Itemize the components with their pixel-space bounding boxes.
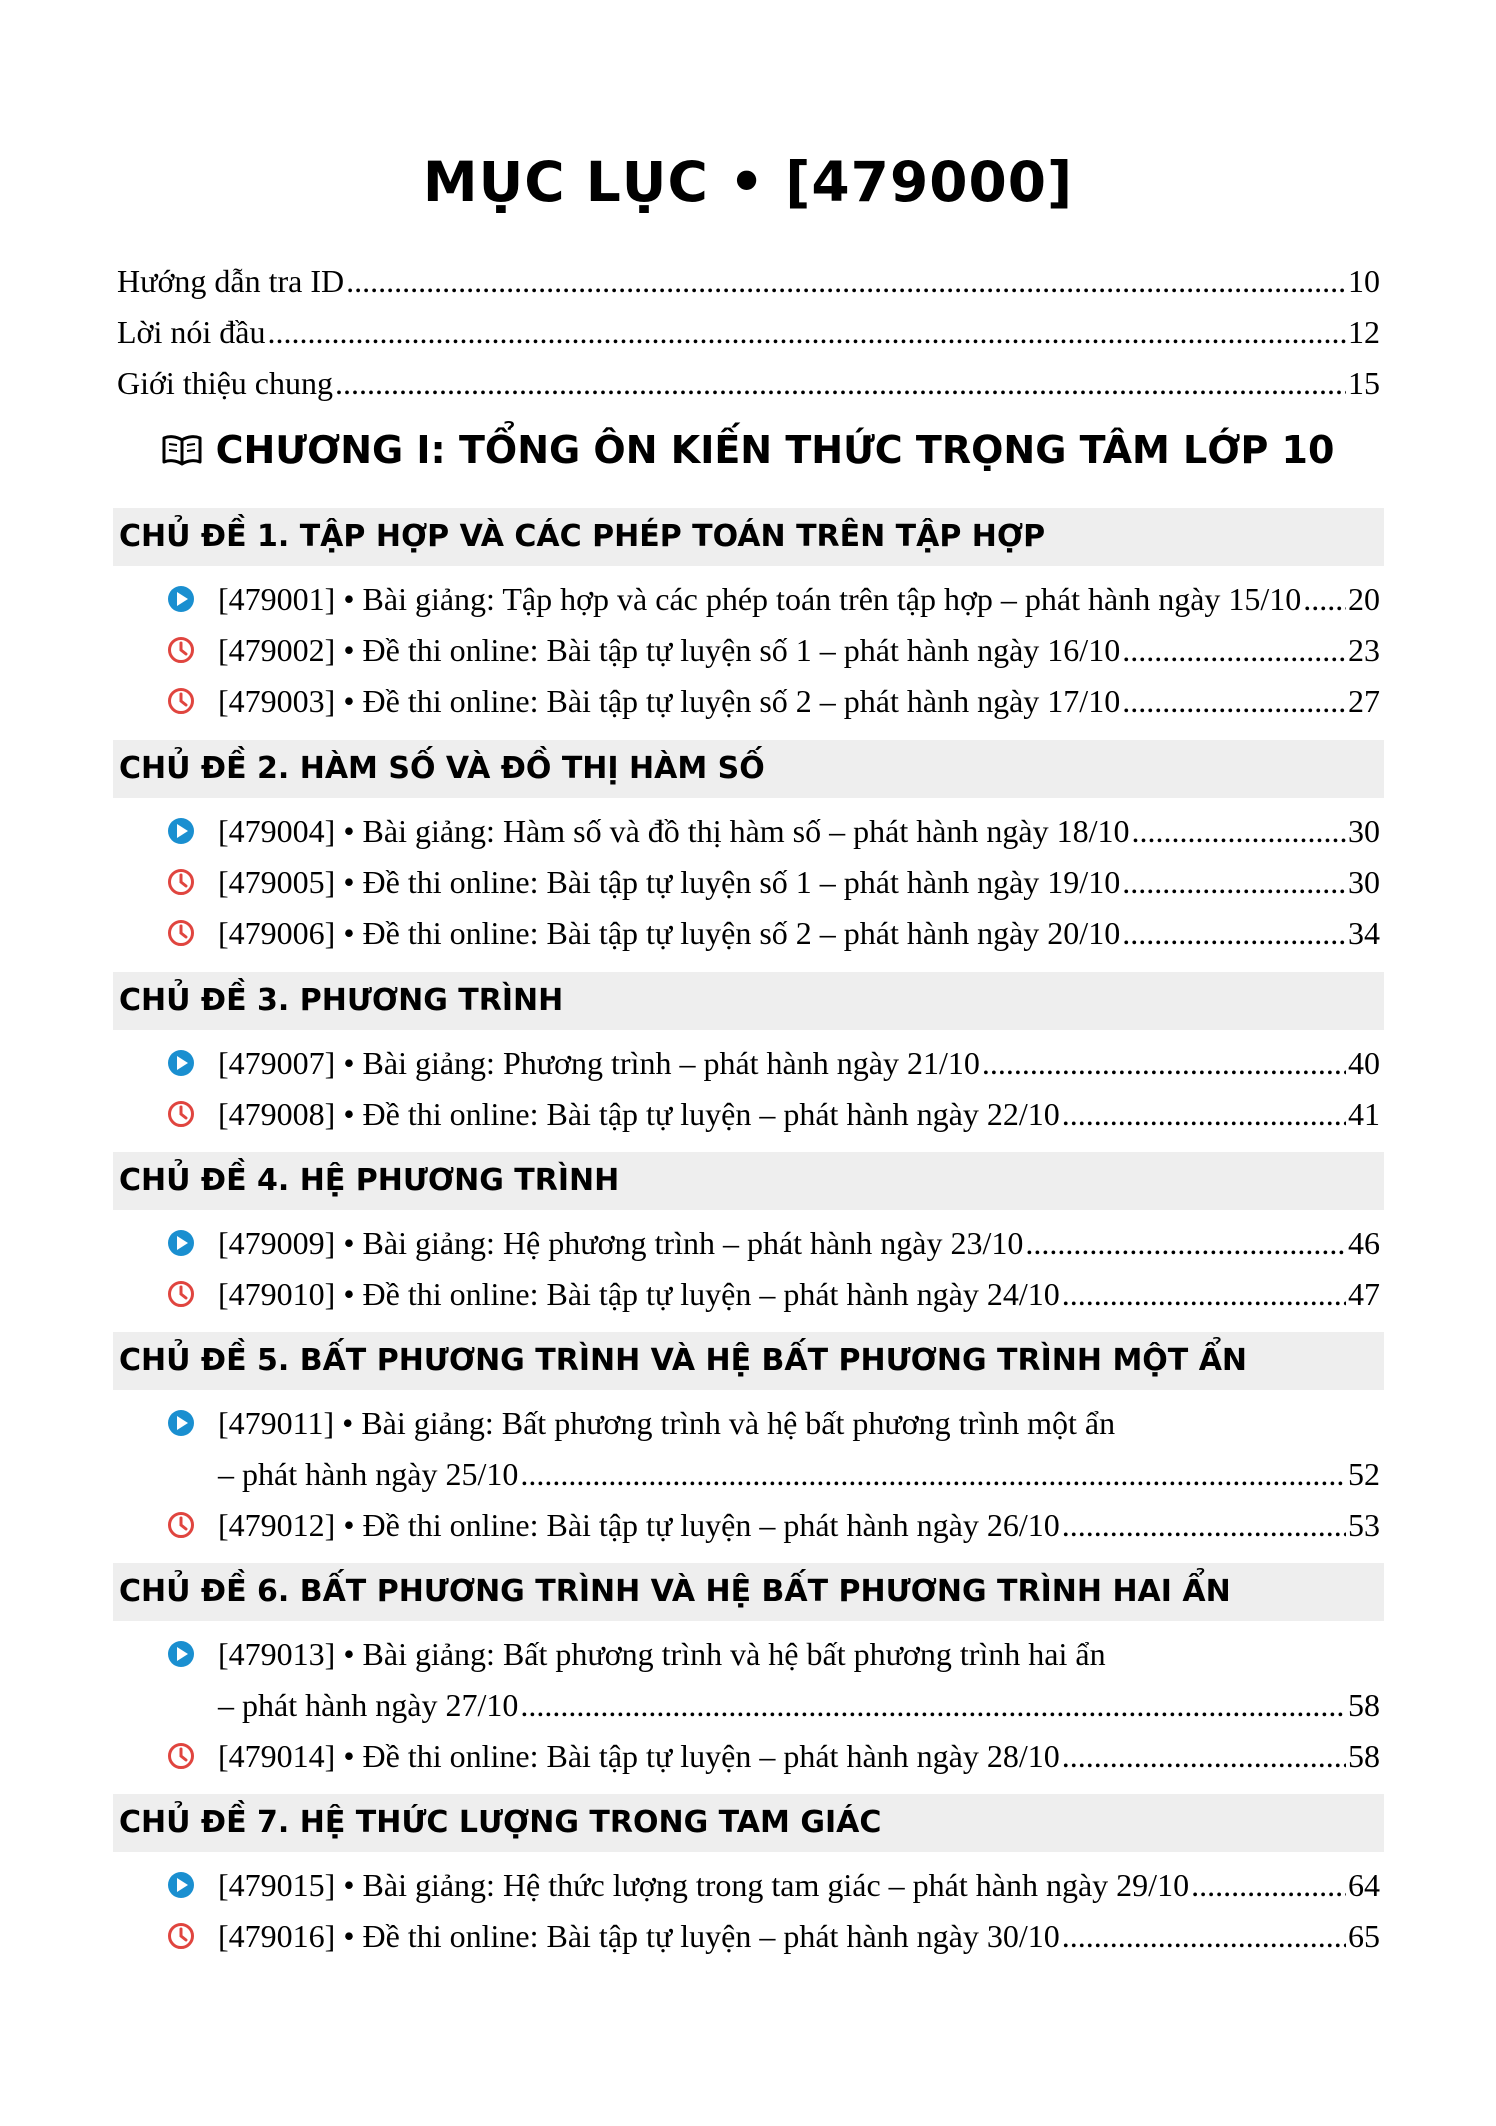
entry-text: – phát hành ngày 25/10 bbox=[218, 1456, 519, 1492]
toc-entry[interactable] bbox=[218, 1633, 1380, 1675]
play-icon bbox=[166, 816, 196, 846]
dot-leader bbox=[520, 1684, 1346, 1726]
toc-entry-continuation[interactable] bbox=[218, 1453, 1380, 1495]
entry-text: [479002] • Đề thi online: Bài tập tự luyện số 1 – phát hành ngày 16/10 bbox=[218, 632, 1121, 668]
clock-icon bbox=[166, 918, 196, 948]
toc-entry[interactable] bbox=[218, 1915, 1380, 1957]
dot-leader bbox=[1132, 810, 1346, 852]
entry-text: Giới thiệu chung bbox=[117, 365, 333, 401]
page-number: 53 bbox=[1348, 1507, 1380, 1543]
toc-entry[interactable] bbox=[218, 1402, 1380, 1444]
page-number: 47 bbox=[1348, 1276, 1380, 1312]
dot-leader bbox=[1122, 912, 1346, 954]
topic-heading: CHỦ ĐỀ 1. TẬP HỢP VÀ CÁC PHÉP TOÁN TRÊN TẬP HỢP bbox=[113, 508, 1384, 566]
entry-text: [479007] • Bài giảng: Phương trình – phát hành ngày 21/10 bbox=[218, 1045, 980, 1081]
play-icon bbox=[166, 1639, 196, 1669]
topic-heading: CHỦ ĐỀ 4. HỆ PHƯƠNG TRÌNH bbox=[113, 1152, 1384, 1210]
chapter-title: CHƯƠNG I: TỔNG ÔN KIẾN THỨC TRỌNG TÂM LỚP 10 bbox=[215, 428, 1335, 472]
page-number: 58 bbox=[1348, 1738, 1380, 1774]
topic-heading: CHỦ ĐỀ 5. BẤT PHƯƠNG TRÌNH VÀ HỆ BẤT PHƯƠNG TRÌNH MỘT ẨN bbox=[113, 1332, 1384, 1390]
entry-text: [479005] • Đề thi online: Bài tập tự luyện số 1 – phát hành ngày 19/10 bbox=[218, 864, 1121, 900]
toc-entry[interactable] bbox=[117, 362, 1380, 404]
dot-leader bbox=[1062, 1504, 1346, 1546]
topic-heading: CHỦ ĐỀ 7. HỆ THỨC LƯỢNG TRONG TAM GIÁC bbox=[113, 1794, 1384, 1852]
page-number: 65 bbox=[1348, 1918, 1380, 1954]
dot-leader bbox=[520, 1453, 1346, 1495]
clock-icon bbox=[166, 1741, 196, 1771]
entry-text: [479012] • Đề thi online: Bài tập tự luyện – phát hành ngày 26/10 bbox=[218, 1507, 1060, 1543]
dot-leader bbox=[1122, 861, 1346, 903]
dot-leader bbox=[267, 311, 1346, 353]
dot-leader bbox=[335, 362, 1346, 404]
page-number: 58 bbox=[1348, 1687, 1380, 1723]
play-icon bbox=[166, 1408, 196, 1438]
toc-entry[interactable] bbox=[218, 861, 1380, 903]
toc-entry[interactable] bbox=[218, 810, 1380, 852]
dot-leader bbox=[1062, 1735, 1346, 1777]
toc-entry[interactable] bbox=[218, 1093, 1380, 1135]
clock-icon bbox=[166, 1510, 196, 1540]
entry-text: [479010] • Đề thi online: Bài tập tự luyện – phát hành ngày 24/10 bbox=[218, 1276, 1060, 1312]
page-number: 64 bbox=[1348, 1867, 1380, 1903]
play-icon bbox=[166, 1048, 196, 1078]
clock-icon bbox=[166, 686, 196, 716]
toc-entry[interactable] bbox=[117, 311, 1380, 353]
page-number: 12 bbox=[1348, 314, 1380, 350]
toc-entry[interactable] bbox=[218, 1042, 1380, 1084]
dot-leader bbox=[346, 260, 1346, 302]
toc-entry[interactable] bbox=[218, 680, 1380, 722]
page-number: 34 bbox=[1348, 915, 1380, 951]
entry-text: [479014] • Đề thi online: Bài tập tự luyện – phát hành ngày 28/10 bbox=[218, 1738, 1060, 1774]
page-number: 23 bbox=[1348, 632, 1380, 668]
clock-icon bbox=[166, 1279, 196, 1309]
dot-leader bbox=[1122, 680, 1346, 722]
entry-text: Hướng dẫn tra ID bbox=[117, 263, 345, 299]
dot-leader bbox=[1062, 1093, 1346, 1135]
play-icon bbox=[166, 1228, 196, 1258]
clock-icon bbox=[166, 867, 196, 897]
page-number: 20 bbox=[1348, 581, 1380, 617]
dot-leader bbox=[1191, 1864, 1346, 1906]
dot-leader bbox=[1062, 1273, 1346, 1315]
entry-text: [479008] • Đề thi online: Bài tập tự luyện – phát hành ngày 22/10 bbox=[218, 1096, 1060, 1132]
page-number: 10 bbox=[1348, 263, 1380, 299]
toc-entry[interactable] bbox=[218, 912, 1380, 954]
page-number: 52 bbox=[1348, 1456, 1380, 1492]
dot-leader bbox=[982, 1042, 1346, 1084]
page-number: 40 bbox=[1348, 1045, 1380, 1081]
dot-leader bbox=[1122, 629, 1346, 671]
clock-icon bbox=[166, 1099, 196, 1129]
toc-entry[interactable] bbox=[218, 1273, 1380, 1315]
entry-text: [479006] • Đề thi online: Bài tập tự luyện số 2 – phát hành ngày 20/10 bbox=[218, 915, 1121, 951]
play-icon bbox=[166, 1870, 196, 1900]
topic-heading: CHỦ ĐỀ 2. HÀM SỐ VÀ ĐỒ THỊ HÀM SỐ bbox=[113, 740, 1384, 798]
dot-leader bbox=[1303, 578, 1346, 620]
dot-leader bbox=[1025, 1222, 1346, 1264]
toc-entry-continuation[interactable] bbox=[218, 1684, 1380, 1726]
page-number: 30 bbox=[1348, 813, 1380, 849]
page-number: 41 bbox=[1348, 1096, 1380, 1132]
entry-text: [479015] • Bài giảng: Hệ thức lượng trong tam giác – phát hành ngày 29/10 bbox=[218, 1867, 1190, 1903]
toc-entry[interactable] bbox=[117, 260, 1380, 302]
entry-text: [479003] • Đề thi online: Bài tập tự luyện số 2 – phát hành ngày 17/10 bbox=[218, 683, 1121, 719]
entry-text: [479013] • Bài giảng: Bất phương trình và hệ bất phương trình hai ẩn bbox=[218, 1636, 1106, 1672]
page-title: MỤC LỤC • [479000] bbox=[422, 150, 1074, 214]
toc-entry[interactable] bbox=[218, 1735, 1380, 1777]
page-number: 30 bbox=[1348, 864, 1380, 900]
topic-heading: CHỦ ĐỀ 6. BẤT PHƯƠNG TRÌNH VÀ HỆ BẤT PHƯƠNG TRÌNH HAI ẨN bbox=[113, 1563, 1384, 1621]
toc-entry[interactable] bbox=[218, 1504, 1380, 1546]
entry-text: [479011] • Bài giảng: Bất phương trình và hệ bất phương trình một ẩn bbox=[218, 1405, 1116, 1441]
entry-text: [479001] • Bài giảng: Tập hợp và các phép toán trên tập hợp – phát hành ngày 15/10 bbox=[218, 581, 1302, 617]
entry-text: Lời nói đầu bbox=[117, 314, 266, 350]
toc-entry[interactable] bbox=[218, 1222, 1380, 1264]
toc-entry[interactable] bbox=[218, 1864, 1380, 1906]
toc-entry[interactable] bbox=[218, 629, 1380, 671]
topic-heading: CHỦ ĐỀ 3. PHƯƠNG TRÌNH bbox=[113, 972, 1384, 1030]
entry-text: [479004] • Bài giảng: Hàm số và đồ thị hàm số – phát hành ngày 18/10 bbox=[218, 813, 1130, 849]
clock-icon bbox=[166, 635, 196, 665]
entry-text: [479016] • Đề thi online: Bài tập tự luyện – phát hành ngày 30/10 bbox=[218, 1918, 1060, 1954]
entry-text: – phát hành ngày 27/10 bbox=[218, 1687, 519, 1723]
chapter-heading bbox=[0, 428, 1496, 472]
play-icon bbox=[166, 584, 196, 614]
page-number: 27 bbox=[1348, 683, 1380, 719]
page-number: 46 bbox=[1348, 1225, 1380, 1261]
page-number: 15 bbox=[1348, 365, 1380, 401]
entry-text: [479009] • Bài giảng: Hệ phương trình – phát hành ngày 23/10 bbox=[218, 1225, 1024, 1261]
open-book-icon bbox=[162, 434, 202, 466]
toc-entry[interactable] bbox=[218, 578, 1380, 620]
clock-icon bbox=[166, 1921, 196, 1951]
dot-leader bbox=[1062, 1915, 1346, 1957]
